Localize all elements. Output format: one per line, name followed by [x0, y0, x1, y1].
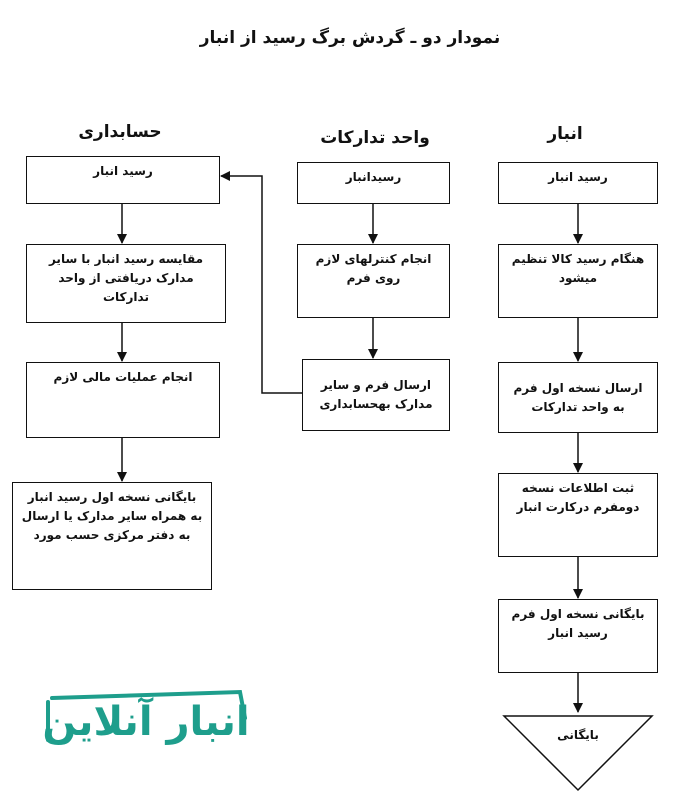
procurement-receipt-box: رسیدانبار: [297, 162, 450, 204]
accounting-archive-box: بایگانی نسخه اول رسید انبار به همراه سایر مدارک یا ارسال به دفتر مرکزی حسب مورد: [12, 482, 212, 590]
warehouse-receipt-box: رسید انبار: [498, 162, 658, 204]
archive-label: بایگانی: [557, 728, 599, 742]
warehouse-prepare-box: هنگام رسید کالا تنظیم میشود: [498, 244, 658, 318]
warehouse-archive-first-copy-box: بایگانی نسخه اول فرم رسید انبار: [498, 599, 658, 673]
warehouse-record-second-copy-box: ثبت اطلاعات نسخه دومفرم درکارت انبار: [498, 473, 658, 557]
warehouse-send-first-copy-box: ارسال نسخه اول فرم به واحد تدارکات: [498, 362, 658, 433]
column-header-procurement: واحد تدارکات: [320, 128, 430, 148]
accounting-receipt-box: رسید انبار: [26, 156, 220, 204]
arrow-procurement-to-accounting: [221, 176, 302, 393]
logo-text: انبار آنلاین: [42, 699, 250, 745]
column-header-accounting: حسابداری: [78, 122, 162, 142]
diagram-title: نمودار دو ـ گردش برگ رسید از انبار: [199, 28, 501, 48]
accounting-financial-ops-box: انجام عملیات مالی لازم: [26, 362, 220, 438]
accounting-compare-box: مقایسه رسید انبار با سایر مدارک دریافتی از واحد تدارکات: [26, 244, 226, 323]
procurement-send-to-accounting-box: ارسال فرم و سایر مدارک بهحسابداری: [302, 359, 450, 431]
procurement-control-box: انجام کنترلهای لازم روی فرم: [297, 244, 450, 318]
column-header-warehouse: انبار: [547, 124, 583, 144]
